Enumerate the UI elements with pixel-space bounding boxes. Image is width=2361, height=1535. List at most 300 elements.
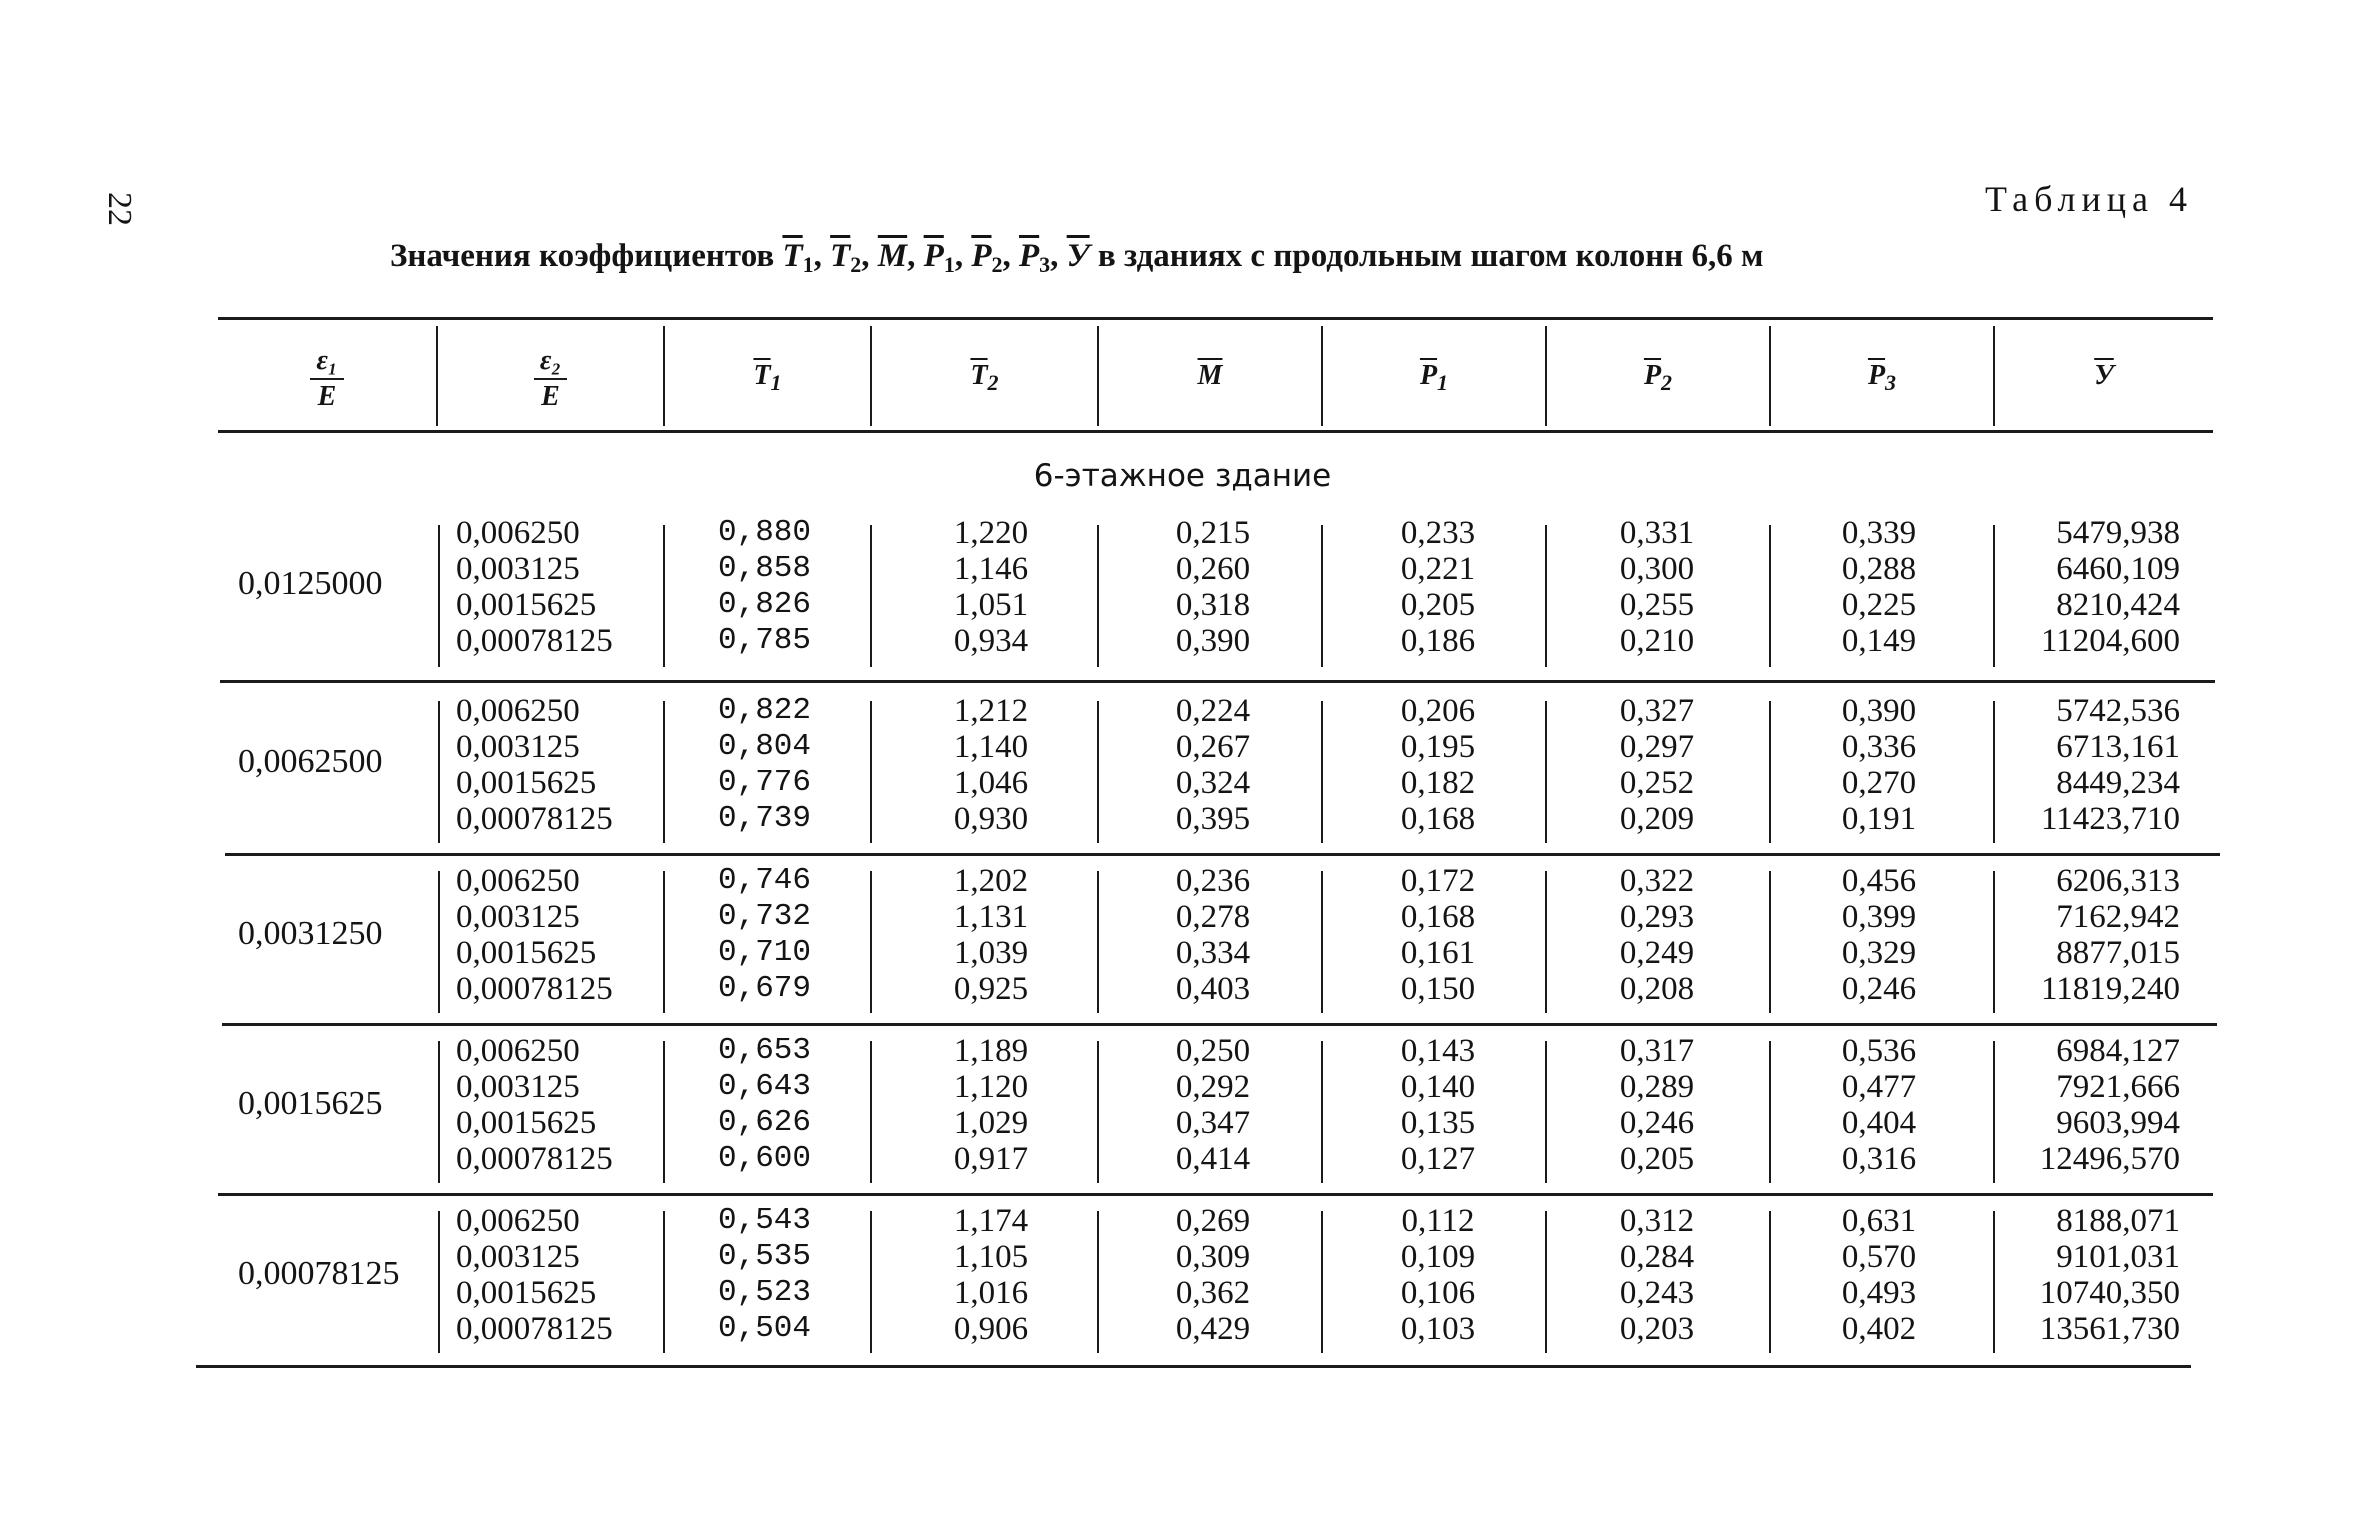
t2-values — [934, 1033, 1048, 1177]
cell: 0,225 — [1841, 587, 1917, 623]
cell: 0,195 — [1400, 729, 1476, 765]
e1-value: 0,0062500 — [238, 743, 383, 780]
cell: 7921,666 — [2056, 1069, 2180, 1105]
cell: 0,327 — [1619, 693, 1695, 729]
column-divider — [438, 701, 440, 843]
cell: 0,143 — [1400, 1033, 1476, 1069]
cell: 5479,938 — [2056, 515, 2180, 551]
cell: 0,300 — [1619, 551, 1695, 587]
cell: 0,347 — [1175, 1105, 1251, 1141]
e2-values — [456, 515, 613, 659]
e2-values — [456, 1033, 613, 1177]
p3-values — [1824, 693, 1934, 837]
cell: 0,493 — [1841, 1275, 1917, 1311]
header-p2 — [1547, 322, 1769, 430]
column-divider — [1097, 1041, 1099, 1183]
cell: 0,289 — [1619, 1069, 1695, 1105]
column-divider — [1097, 701, 1099, 843]
cell: 12496,570 — [2039, 1141, 2180, 1177]
cell: 0,826 — [718, 587, 812, 622]
cell: 0,288 — [1841, 551, 1917, 587]
u-values — [2008, 1033, 2180, 1177]
column-divider — [1769, 1041, 1771, 1183]
caption-symbol-t: $\overline{T}$ — [782, 238, 803, 274]
cell: 0,739 — [718, 801, 812, 836]
e2-values — [456, 1203, 613, 1347]
header-t2-sub: 2 — [987, 370, 999, 395]
cell: 0,0015625 — [456, 765, 597, 801]
cell: 0,150 — [1400, 971, 1476, 1007]
column-divider — [1769, 1211, 1771, 1353]
column-divider — [1545, 701, 1547, 843]
cell: 0,293 — [1619, 899, 1695, 935]
cell: 0,209 — [1619, 801, 1695, 837]
cell: 0,249 — [1619, 935, 1695, 971]
column-divider — [663, 701, 665, 843]
cell: 0,292 — [1175, 1069, 1251, 1105]
p2-values — [1602, 515, 1712, 659]
cell: 0,006250 — [456, 1203, 580, 1239]
table-row-group — [218, 515, 2218, 675]
caption-symbol-p-sub: 2 — [991, 252, 1003, 277]
column-divider — [1545, 1041, 1547, 1183]
cell: 0,0015625 — [456, 587, 597, 623]
column-divider — [1993, 871, 1995, 1013]
cell: 0,00078125 — [456, 623, 613, 659]
cell: 0,006250 — [456, 1033, 580, 1069]
e1-value: 0,0015625 — [238, 1085, 383, 1122]
cell: 0,00078125 — [456, 1311, 613, 1347]
e2-values — [456, 863, 613, 1007]
p3-values — [1824, 863, 1934, 1007]
e1-value: 0,0031250 — [238, 915, 383, 952]
cell: 0,324 — [1175, 765, 1251, 801]
cell: 0,172 — [1400, 863, 1476, 899]
p2-values — [1602, 1033, 1712, 1177]
m-values — [1156, 1033, 1270, 1177]
cell: 0,103 — [1400, 1311, 1476, 1347]
t2-values — [934, 693, 1048, 837]
header-e1-numerator: ε₁ — [310, 344, 343, 380]
cell: 0,236 — [1175, 863, 1251, 899]
cell: 0,210 — [1619, 623, 1695, 659]
cell: 13561,730 — [2039, 1311, 2180, 1347]
cell: 0,203 — [1619, 1311, 1695, 1347]
column-divider — [438, 871, 440, 1013]
table-row-group — [218, 1203, 2218, 1363]
cell: 0,215 — [1175, 515, 1251, 551]
caption-symbol-p-sub: 3 — [1039, 252, 1051, 277]
p1-values — [1383, 693, 1493, 837]
header-t1-symbol: $\overline{T}$ — [753, 360, 771, 391]
p1-values — [1383, 515, 1493, 659]
cell: 0,006250 — [456, 693, 580, 729]
column-divider — [1321, 701, 1323, 843]
p1-values — [1383, 1033, 1493, 1177]
cell: 1,140 — [953, 729, 1029, 765]
cell: 0,535 — [718, 1239, 812, 1274]
table-row-group — [218, 863, 2218, 1023]
t1-values — [718, 863, 811, 1007]
table-row-group — [218, 693, 2218, 853]
cell: 0,006250 — [456, 863, 580, 899]
table-row-group — [218, 1033, 2218, 1193]
caption-prefix: Значения коэффициентов — [390, 238, 775, 274]
cell: 0,710 — [718, 935, 812, 970]
caption-symbol-t-sub: 2 — [850, 252, 862, 277]
cell: 0,252 — [1619, 765, 1695, 801]
header-bottom-rule — [218, 430, 2213, 433]
cell: 0,309 — [1175, 1239, 1251, 1275]
cell: 0,785 — [718, 623, 812, 658]
header-e1 — [218, 322, 436, 430]
column-divider — [1097, 525, 1099, 667]
cell: 1,220 — [953, 515, 1029, 551]
cell: 6206,313 — [2056, 863, 2180, 899]
header-u — [1995, 322, 2213, 430]
row-group-separator — [220, 680, 2215, 683]
page-number: 22 — [101, 192, 138, 226]
cell: 0,168 — [1400, 801, 1476, 837]
cell: 0,246 — [1841, 971, 1917, 1007]
cell: 0,233 — [1400, 515, 1476, 551]
header-p3-sub: 3 — [1885, 370, 1897, 395]
cell: 0,255 — [1619, 587, 1695, 623]
column-divider — [870, 701, 872, 843]
column-divider — [438, 525, 440, 667]
cell: 0,003125 — [456, 899, 580, 935]
cell: 0,250 — [1175, 1033, 1251, 1069]
cell: 0,206 — [1400, 693, 1476, 729]
cell: 6713,161 — [2056, 729, 2180, 765]
cell: 1,120 — [953, 1069, 1029, 1105]
cell: 0,930 — [953, 801, 1029, 837]
cell: 0,269 — [1175, 1203, 1251, 1239]
cell: 1,029 — [953, 1105, 1029, 1141]
cell: 11819,240 — [2040, 971, 2180, 1007]
header-t2 — [872, 322, 1097, 430]
cell: 0,149 — [1841, 623, 1917, 659]
column-divider — [1545, 871, 1547, 1013]
cell: 0,429 — [1175, 1311, 1251, 1347]
column-divider — [1993, 1211, 1995, 1353]
cell: 0,205 — [1619, 1141, 1695, 1177]
cell: 0,224 — [1175, 693, 1251, 729]
cell: 0,267 — [1175, 729, 1251, 765]
cell: 0,626 — [718, 1105, 812, 1140]
caption-symbol-t-sub: 1 — [802, 252, 814, 277]
cell: 0,318 — [1175, 587, 1251, 623]
cell: 0,822 — [718, 693, 812, 728]
t2-values — [934, 863, 1048, 1007]
e1-value: 0,00078125 — [238, 1255, 400, 1292]
p1-values — [1383, 863, 1493, 1007]
cell: 11423,710 — [2040, 801, 2180, 837]
cell: 0,362 — [1175, 1275, 1251, 1311]
cell: 1,105 — [953, 1239, 1029, 1275]
row-group-separator — [222, 1023, 2217, 1026]
cell: 0,003125 — [456, 551, 580, 587]
section-title: 6-этажное здание — [1033, 458, 1332, 494]
cell: 0,543 — [718, 1203, 812, 1238]
cell: 0,395 — [1175, 801, 1251, 837]
header-p3-symbol: $\overline{P}$ — [1867, 360, 1886, 391]
cell: 9101,031 — [2056, 1239, 2180, 1275]
cell: 1,016 — [953, 1275, 1029, 1311]
cell: 0,205 — [1400, 587, 1476, 623]
cell: 0,135 — [1400, 1105, 1476, 1141]
p2-values — [1602, 863, 1712, 1007]
header-t1-sub: 1 — [770, 370, 782, 395]
cell: 8188,071 — [2056, 1203, 2180, 1239]
cell: 0,243 — [1619, 1275, 1695, 1311]
t2-values — [934, 1203, 1048, 1347]
cell: 0,0015625 — [456, 935, 597, 971]
cell: 0,679 — [718, 971, 812, 1006]
caption-symbol-p-sub: 1 — [943, 252, 955, 277]
e2-values — [456, 693, 613, 837]
cell: 0,186 — [1400, 623, 1476, 659]
t1-values — [718, 515, 811, 659]
p3-values — [1824, 1033, 1934, 1177]
cell: 0,221 — [1400, 551, 1476, 587]
column-divider — [1545, 1211, 1547, 1353]
p1-values — [1383, 1203, 1493, 1347]
header-m-symbol: $\overline{M}$ — [1197, 360, 1223, 391]
header-p2-sub: 2 — [1661, 370, 1673, 395]
header-p3 — [1771, 322, 1993, 430]
cell: 1,212 — [953, 693, 1029, 729]
cell: 0,00078125 — [456, 1141, 613, 1177]
cell: 1,189 — [953, 1033, 1029, 1069]
cell: 0,317 — [1619, 1033, 1695, 1069]
column-divider — [663, 1211, 665, 1353]
cell: 8210,424 — [2056, 587, 2180, 623]
cell: 0,260 — [1175, 551, 1251, 587]
cell: 0,925 — [953, 971, 1029, 1007]
column-divider — [1769, 525, 1771, 667]
cell: 0,003125 — [456, 729, 580, 765]
header-p2-symbol: $\overline{P}$ — [1643, 360, 1662, 391]
cell: 0,0015625 — [456, 1105, 597, 1141]
cell: 8449,234 — [2056, 765, 2180, 801]
cell: 1,174 — [953, 1203, 1029, 1239]
header-m — [1099, 322, 1321, 430]
cell: 0,312 — [1619, 1203, 1695, 1239]
header-t2-symbol: $\overline{T}$ — [970, 360, 988, 391]
cell: 0,746 — [718, 863, 812, 898]
table-caption: Значения коэффициентов $\overline{T}_1$, $\overline{T}_2$, $\overline{M}$, $\overline{P}_1$, $\overline{P}_2$, $\overline{P}_3$, У в зданиях с продольным шагом колонн 6,6 м — [390, 238, 1764, 277]
cell: 11204,600 — [2040, 623, 2180, 659]
caption-symbol-p: $\overline{P}$ — [1018, 238, 1040, 274]
cell: 0,504 — [718, 1311, 812, 1346]
column-divider — [1993, 701, 1995, 843]
header-e2-denominator: E — [541, 381, 560, 412]
table-bottom-rule — [196, 1365, 2191, 1368]
cell: 0,390 — [1175, 623, 1251, 659]
cell: 0,182 — [1400, 765, 1476, 801]
cell: 0,297 — [1619, 729, 1695, 765]
m-values — [1156, 693, 1270, 837]
cell: 6460,109 — [2056, 551, 2180, 587]
cell: 0,934 — [953, 623, 1029, 659]
header-p1-sub: 1 — [1437, 370, 1449, 395]
column-divider — [1993, 525, 1995, 667]
cell: 7162,942 — [2056, 899, 2180, 935]
column-divider — [1321, 1211, 1323, 1353]
caption-symbol-m: $\overline{M}$ — [877, 238, 908, 274]
cell: 0,414 — [1175, 1141, 1251, 1177]
u-values — [2008, 515, 2180, 659]
cell: 0,109 — [1400, 1239, 1476, 1275]
t2-values — [934, 515, 1048, 659]
column-divider — [663, 525, 665, 667]
t1-values — [718, 1033, 811, 1177]
header-p1 — [1323, 322, 1545, 430]
cell: 6984,127 — [2056, 1033, 2180, 1069]
cell: 1,146 — [953, 551, 1029, 587]
column-divider — [870, 525, 872, 667]
cell: 0,168 — [1400, 899, 1476, 935]
cell: 0,732 — [718, 899, 812, 934]
t1-values — [718, 693, 811, 837]
u-values — [2008, 863, 2180, 1007]
cell: 0,523 — [718, 1275, 812, 1310]
column-divider — [1321, 1041, 1323, 1183]
row-group-separator — [218, 1193, 2213, 1196]
cell: 0,003125 — [456, 1069, 580, 1105]
cell: 0,600 — [718, 1141, 812, 1176]
cell: 9603,994 — [2056, 1105, 2180, 1141]
cell: 0,00078125 — [456, 801, 613, 837]
cell: 0,858 — [718, 551, 812, 586]
cell: 0,0015625 — [456, 1275, 597, 1311]
table-top-rule — [218, 317, 2213, 320]
cell: 0,403 — [1175, 971, 1251, 1007]
m-values — [1156, 1203, 1270, 1347]
t1-values — [718, 1203, 811, 1347]
column-divider — [1321, 525, 1323, 667]
cell: 0,917 — [953, 1141, 1029, 1177]
cell: 0,631 — [1841, 1203, 1917, 1239]
column-divider — [1545, 525, 1547, 667]
cell: 0,653 — [718, 1033, 812, 1068]
column-divider — [438, 1041, 440, 1183]
cell: 0,112 — [1401, 1203, 1475, 1239]
row-group-separator — [225, 853, 2220, 856]
column-divider — [1097, 871, 1099, 1013]
p3-values — [1824, 515, 1934, 659]
header-t1 — [665, 322, 870, 430]
column-divider — [663, 871, 665, 1013]
cell: 0,339 — [1841, 515, 1917, 551]
cell: 0,161 — [1400, 935, 1476, 971]
cell: 1,202 — [953, 863, 1029, 899]
cell: 0,106 — [1400, 1275, 1476, 1311]
cell: 0,804 — [718, 729, 812, 764]
cell: 0,570 — [1841, 1239, 1917, 1275]
header-e2 — [438, 322, 663, 430]
cell: 0,284 — [1619, 1239, 1695, 1275]
cell: 0,006250 — [456, 515, 580, 551]
cell: 0,208 — [1619, 971, 1695, 1007]
cell: 0,336 — [1841, 729, 1917, 765]
cell: 0,191 — [1841, 801, 1917, 837]
cell: 1,051 — [953, 587, 1029, 623]
column-divider — [663, 1041, 665, 1183]
m-values — [1156, 863, 1270, 1007]
cell: 0,278 — [1175, 899, 1251, 935]
cell: 0,456 — [1841, 863, 1917, 899]
column-divider — [1097, 1211, 1099, 1353]
cell: 0,536 — [1841, 1033, 1917, 1069]
cell: 0,477 — [1841, 1069, 1917, 1105]
table-header — [218, 322, 2213, 430]
cell: 0,127 — [1400, 1141, 1476, 1177]
cell: 1,039 — [953, 935, 1029, 971]
cell: 0,329 — [1841, 935, 1917, 971]
header-e1-denominator: E — [317, 381, 337, 412]
cell: 0,00078125 — [456, 971, 613, 1007]
column-divider — [870, 871, 872, 1013]
u-values — [2008, 693, 2180, 837]
cell: 0,880 — [718, 515, 812, 550]
p2-values — [1602, 1203, 1712, 1347]
p2-values — [1602, 693, 1712, 837]
cell: 0,270 — [1841, 765, 1917, 801]
cell: 0,399 — [1841, 899, 1917, 935]
cell: 10740,350 — [2039, 1275, 2180, 1311]
m-values — [1156, 515, 1270, 659]
u-values — [2008, 1203, 2180, 1347]
column-divider — [438, 1211, 440, 1353]
column-divider — [1769, 701, 1771, 843]
cell: 0,140 — [1400, 1069, 1476, 1105]
column-divider — [1769, 871, 1771, 1013]
cell: 0,776 — [718, 765, 812, 800]
column-divider — [1321, 871, 1323, 1013]
caption-symbol-p: $\overline{P}$ — [971, 238, 992, 274]
table-label: Таблица 4 — [1985, 179, 2193, 219]
cell: 1,046 — [953, 765, 1029, 801]
cell: 0,402 — [1841, 1311, 1917, 1347]
e1-value: 0,0125000 — [238, 565, 383, 602]
p3-values — [1824, 1203, 1934, 1347]
cell: 0,322 — [1619, 863, 1695, 899]
cell: 0,316 — [1841, 1141, 1917, 1177]
cell: 5742,536 — [2056, 693, 2180, 729]
header-e2-numerator: ε₂ — [534, 344, 567, 380]
cell: 0,906 — [953, 1311, 1029, 1347]
header-u-symbol: У — [2094, 360, 2114, 391]
caption-symbol-u: У — [1066, 238, 1090, 274]
cell: 8877,015 — [2056, 935, 2180, 971]
column-divider — [870, 1041, 872, 1183]
cell: 0,390 — [1841, 693, 1917, 729]
caption-symbol-p: $\overline{P}$ — [923, 238, 944, 274]
cell: 0,331 — [1619, 515, 1695, 551]
cell: 0,334 — [1175, 935, 1251, 971]
cell: 0,643 — [718, 1069, 812, 1104]
cell: 1,131 — [953, 899, 1029, 935]
caption-symbol-t: $\overline{T}$ — [830, 238, 851, 274]
cell: 0,246 — [1619, 1105, 1695, 1141]
cell: 0,003125 — [456, 1239, 580, 1275]
cell: 0,404 — [1841, 1105, 1917, 1141]
caption-suffix: в зданиях с продольным шагом колонн 6,6 м — [1097, 238, 1764, 274]
column-divider — [1993, 1041, 1995, 1183]
header-p1-symbol: $\overline{P}$ — [1419, 360, 1438, 391]
